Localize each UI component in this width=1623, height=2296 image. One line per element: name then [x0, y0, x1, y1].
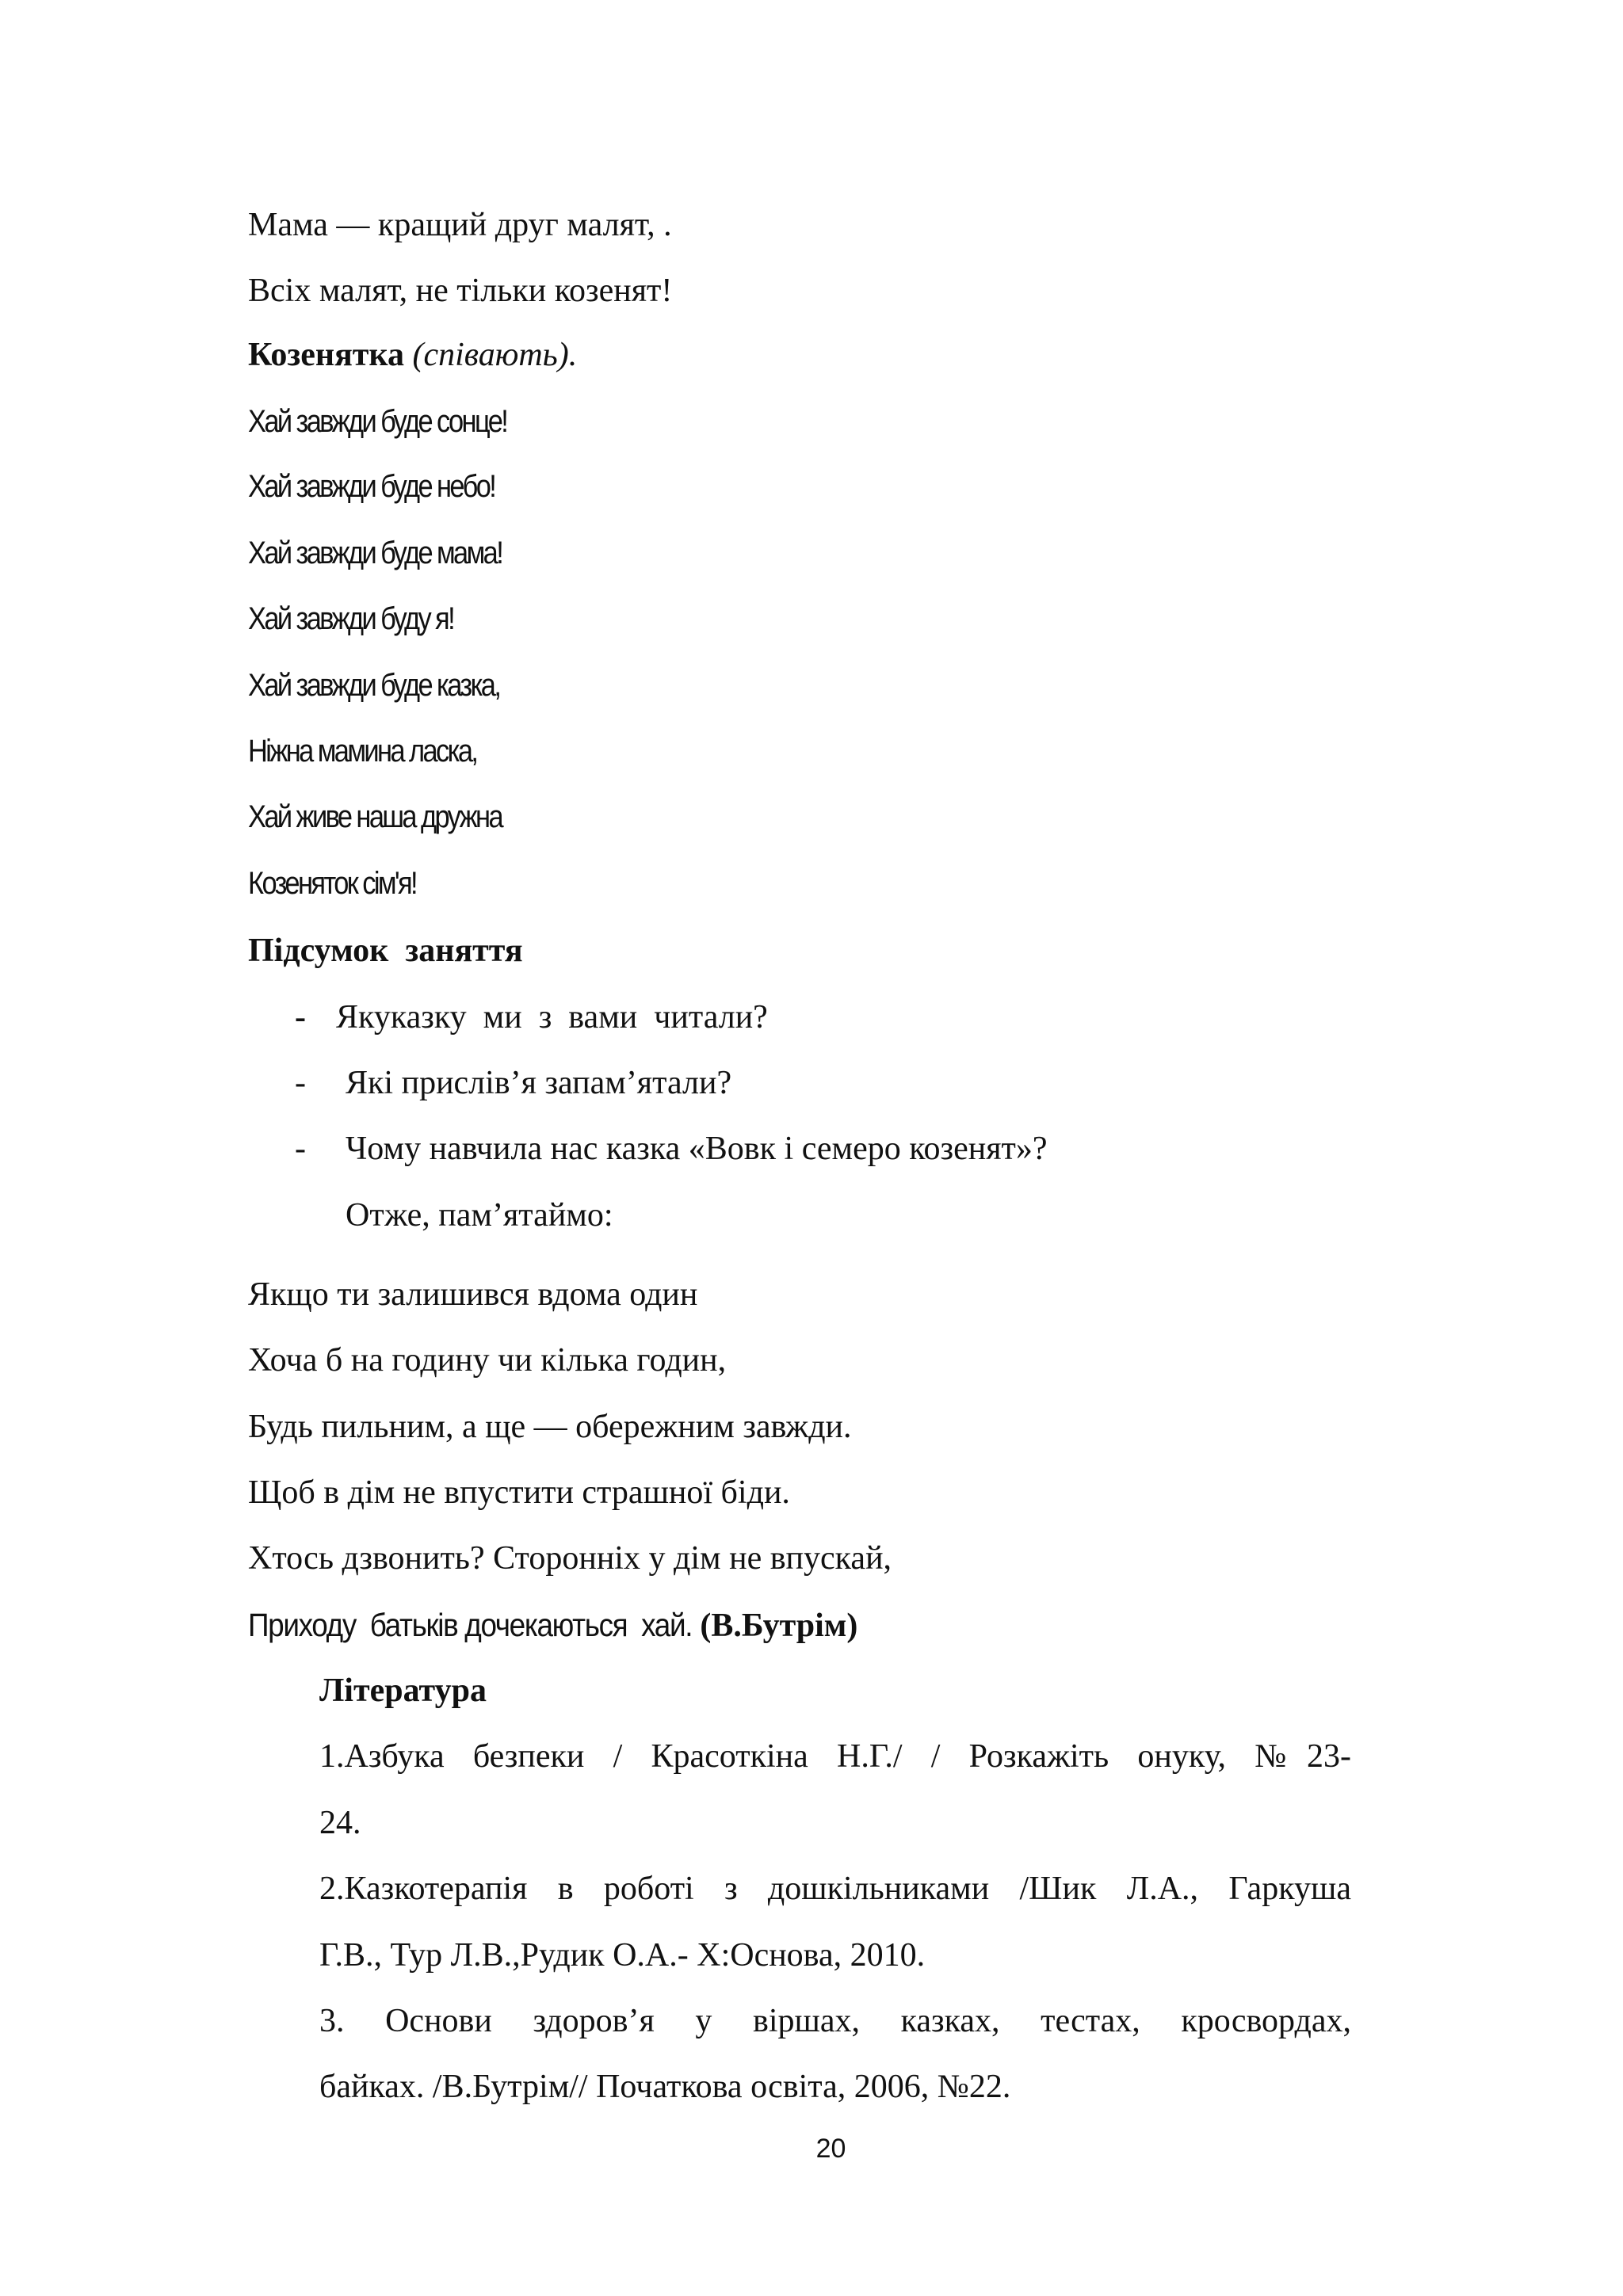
- song-line-7: Хай живе наша дружна: [248, 799, 502, 834]
- poem-line-2: Хоча б на годину чи кілька годин,: [248, 1342, 727, 1379]
- song-line-4: Хай завжди буду я!: [248, 601, 454, 636]
- bullet-dash-2: -: [295, 1065, 306, 1101]
- literature-entry-3-line-2: байках. /В.Бутрім// Початкова освіта, 2006, №22.: [319, 2069, 1011, 2105]
- poem-line-5: Хтось дзвонить? Сторонніх у дім не впускай,: [248, 1540, 892, 1577]
- song-line-5: Хай завжди буде казка,: [248, 668, 500, 703]
- summary-conclusion: Отже, пам’ятаймо:: [346, 1197, 613, 1234]
- question-2: Які прислів’я запам’ятали?: [346, 1065, 732, 1101]
- literature-entry-1-line-2: 24.: [319, 1805, 361, 1841]
- song-speaker: Козенятка: [248, 337, 404, 373]
- poem-line-6: [248, 1604, 857, 1646]
- literature-heading: Література: [319, 1672, 487, 1709]
- song-line-3: Хай завжди буде мама!: [248, 536, 502, 570]
- literature-entry-2-line-2: Г.В., Тур Л.В.,Рудик О.А.- Х:Основа, 2010.: [319, 1937, 926, 1974]
- page-number: 20: [815, 2134, 846, 2164]
- song-direction: (співають).: [412, 337, 578, 373]
- opening-line-2: Всіх малят, не тільки козенят!: [248, 273, 673, 309]
- poem-last-text: Приходу батьків дочекаються хай.: [248, 1607, 693, 1643]
- bullet-dash-1: -: [295, 999, 306, 1035]
- song-speaker-line: [248, 334, 577, 376]
- summary-heading: Підсумок заняття: [248, 933, 523, 969]
- literature-entry-1-line-1: 1.Азбука безпеки / Красоткіна Н.Г./ / Розкажіть онуку, №23-: [319, 1738, 1351, 1775]
- poem-line-1: Якщо ти залишився вдома один: [248, 1276, 698, 1313]
- song-line-2: Хай завжди буде небо!: [248, 469, 495, 504]
- question-1: Якуказку ми з вами читали?: [336, 999, 768, 1035]
- opening-line-1: Мама — кращий друг малят, .: [248, 207, 672, 243]
- song-line-6: Ніжна мамина ласка,: [248, 734, 477, 769]
- bullet-dash-3: -: [295, 1131, 306, 1167]
- song-line-8: Козеняток сім'я!: [248, 866, 417, 901]
- poem-line-4: Щоб в дім не впустити страшної біди.: [248, 1474, 790, 1511]
- poem-line-3: Будь пильним, а ще — обережним завжди.: [248, 1409, 852, 1445]
- question-3: Чому навчила нас казка «Вовк і семеро козенят»?: [346, 1131, 1048, 1167]
- literature-entry-2-line-1: 2.Казкотерапія в роботі з дошкільниками /Шик Л.А., Гаркуша: [319, 1871, 1351, 1907]
- poem-author: (В.Бутрім): [700, 1608, 858, 1644]
- literature-entry-3-line-1: 3. Основи здоров’я у віршах, казках, тестах, кросвордах,: [319, 2003, 1351, 2039]
- song-line-1: Хай завжди буде сонце!: [248, 404, 507, 439]
